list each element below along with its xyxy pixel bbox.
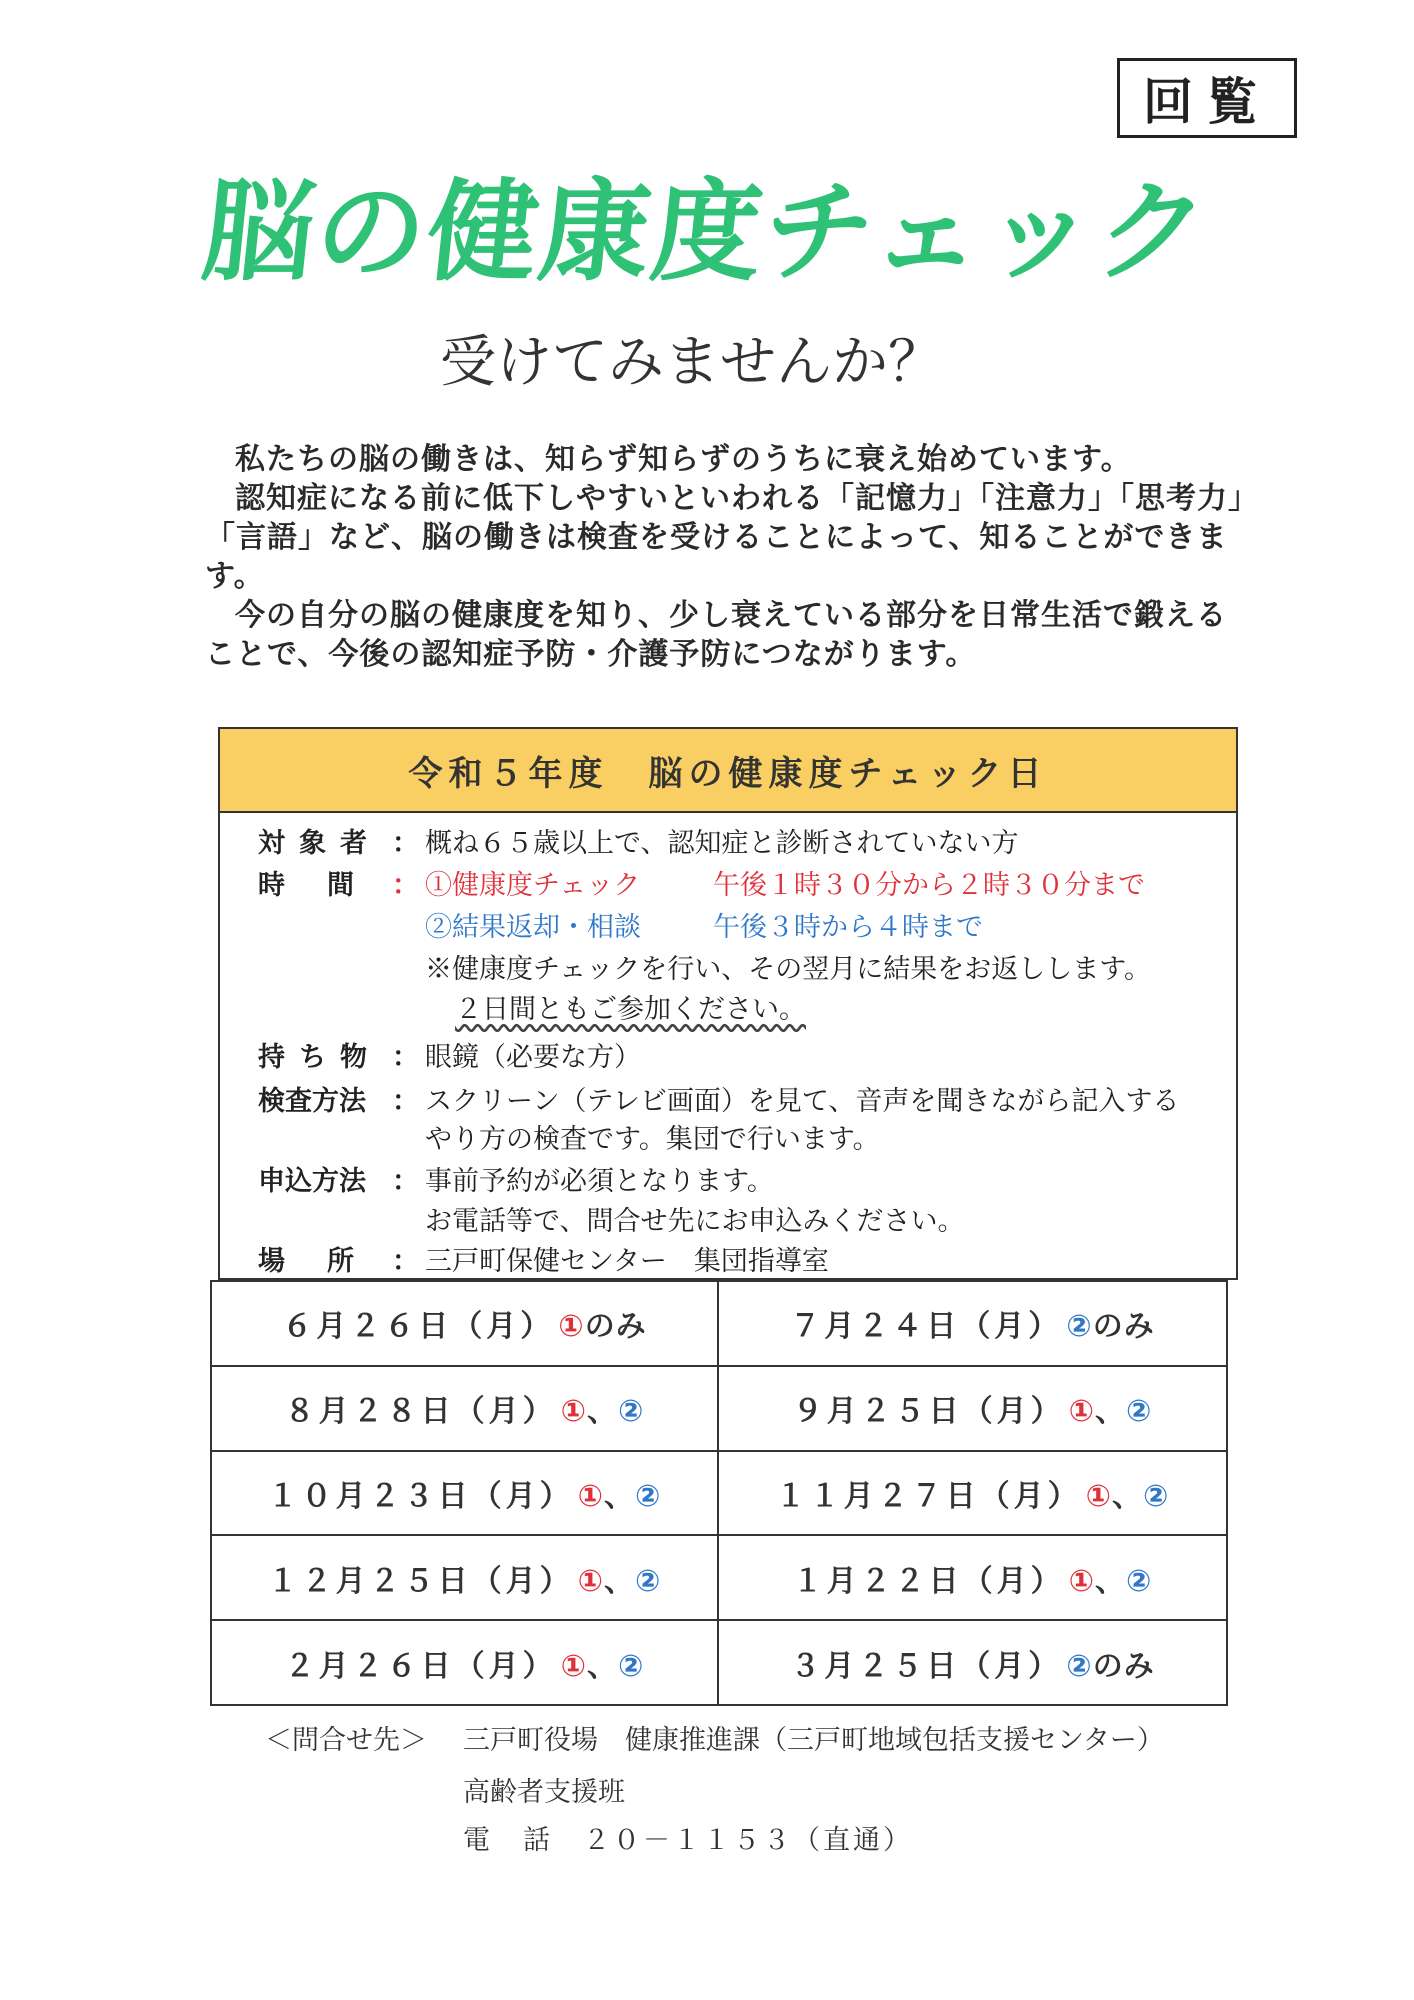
place-value: 三戸町保健センター 集団指導室	[425, 1246, 829, 1277]
schedule-cell	[719, 1450, 1226, 1535]
schedule-suffix: のみ	[584, 1309, 647, 1345]
schedule-marks	[578, 1471, 662, 1515]
place-label: 場所	[258, 1246, 396, 1277]
session-2-mark: ②	[1143, 1478, 1170, 1514]
session-1-mark: ①	[577, 1563, 604, 1599]
method-label: 検査方法	[258, 1086, 366, 1117]
schedule-marks	[1069, 1556, 1153, 1600]
apply-value-2: お電話等で、問合せ先にお申込みください。	[425, 1206, 965, 1237]
time2-value: 午後３時から４時まで	[713, 912, 983, 943]
schedule-marks	[561, 1386, 645, 1430]
schedule-date: ３月２５日（月）	[790, 1648, 1063, 1684]
schedule-cell	[212, 1534, 719, 1619]
schedule-marks	[578, 1556, 662, 1600]
schedule-date: ８月２８日（月）	[284, 1394, 557, 1430]
session-2-mark: ②	[1126, 1563, 1153, 1599]
schedule-cell	[212, 1619, 719, 1704]
schedule-date: １２月２５日（月）	[267, 1563, 574, 1599]
schedule-cell	[212, 1450, 719, 1535]
separator: 、	[1112, 1478, 1143, 1514]
colon: ：	[392, 1246, 419, 1277]
separator: 、	[587, 1648, 618, 1684]
session-2-mark: ②	[618, 1648, 645, 1684]
session-1-mark: ①	[560, 1394, 587, 1430]
target-value: 概ね６５歳以上で、認知症と診断されていない方	[425, 828, 1019, 859]
session-2-mark: ②	[1066, 1309, 1093, 1345]
schedule-date: ２月２６日（月）	[284, 1648, 557, 1684]
contact-office: 三戸町役場 健康推進課（三戸町地域包括支援センター）	[463, 1725, 1164, 1756]
schedule-date: １０月２３日（月）	[267, 1478, 574, 1514]
intro-paragraph-3: 今の自分の脳の健康度を知り、少し衰えている部分を日常生活で鍛えることで、今後の認知症予防・介護予防につながります。	[205, 598, 1227, 672]
info-box-header: 令和５年度 脳の健康度チェック日	[220, 729, 1236, 813]
circulation-badge: 回覧	[1117, 58, 1297, 138]
session-2-mark: ②	[635, 1563, 662, 1599]
schedule-date: ９月２５日（月）	[792, 1394, 1065, 1430]
separator: 、	[604, 1478, 635, 1514]
time1-name: ①健康度チェック	[425, 870, 641, 901]
apply-label: 申込方法	[258, 1166, 366, 1197]
method-value-1: スクリーン（テレビ画面）を見て、音声を聞きながら記入する	[425, 1086, 1180, 1117]
contact-team: 高齢者支援班	[463, 1777, 625, 1808]
schedule-marks	[1066, 1301, 1154, 1345]
separator: 、	[587, 1394, 618, 1430]
session-1-mark: ①	[558, 1309, 585, 1345]
session-1-mark: ①	[577, 1478, 604, 1514]
session-1-mark: ①	[1068, 1563, 1095, 1599]
schedule-table	[210, 1280, 1228, 1706]
schedule-cell	[719, 1365, 1226, 1450]
schedule-marks	[1086, 1471, 1170, 1515]
separator: 、	[1095, 1563, 1126, 1599]
page-title: 脳の健康度チェック	[197, 168, 1216, 296]
time1-value: 午後１時３０分から２時３０分まで	[713, 870, 1145, 901]
target-label: 対象者	[258, 828, 381, 859]
schedule-marks	[1066, 1641, 1154, 1685]
session-1-mark: ①	[560, 1648, 587, 1684]
info-box	[218, 727, 1238, 1280]
session-2-mark: ②	[635, 1478, 662, 1514]
schedule-cell	[212, 1280, 719, 1365]
schedule-suffix: のみ	[1092, 1648, 1155, 1684]
contact-label: ＜問合せ先＞	[265, 1725, 427, 1756]
schedule-cell	[719, 1534, 1226, 1619]
schedule-date: １１月２７日（月）	[775, 1478, 1082, 1514]
method-value-2: やり方の検査です。集団で行います。	[425, 1124, 880, 1155]
intro-paragraph-2: 認知症になる前に低下しやすいといわれる「記憶力」「注意力」「思考力」「言語」など、脳の働きは検査を受けることによって、知ることができます。	[205, 481, 1244, 594]
page-subtitle: 受けてみませんか？	[440, 330, 944, 395]
schedule-marks	[1069, 1386, 1153, 1430]
colon: ：	[392, 1086, 419, 1117]
time2-name: ②結果返却・相談	[425, 912, 641, 943]
schedule-date: ７月２４日（月）	[790, 1309, 1063, 1345]
items-value: 眼鏡（必要な方）	[425, 1042, 641, 1073]
schedule-date: ６月２６日（月）	[282, 1309, 555, 1345]
schedule-suffix: のみ	[1092, 1309, 1155, 1345]
time-note-1-text: ※健康度チェックを行い、その翌月に結果をお返しします。	[425, 954, 1152, 985]
time-label: 時間	[258, 870, 396, 901]
separator: 、	[1095, 1394, 1126, 1430]
intro-paragraph-1: 私たちの脳の働きは、知らず知らずのうちに衰え始めています。	[235, 442, 1132, 477]
colon: ：	[392, 870, 419, 901]
session-1-mark: ①	[1085, 1478, 1112, 1514]
colon: ：	[392, 1042, 419, 1073]
schedule-cell	[212, 1365, 719, 1450]
schedule-cell	[719, 1280, 1226, 1365]
session-2-mark: ②	[1126, 1394, 1153, 1430]
schedule-date: １月２２日（月）	[792, 1563, 1065, 1599]
session-2-mark: ②	[618, 1394, 645, 1430]
items-label: 持ち物	[258, 1042, 381, 1073]
colon: ：	[392, 828, 419, 859]
contact-phone: 電 話 ２０－１１５３（直通）	[463, 1825, 913, 1856]
intro-text	[205, 440, 1245, 674]
schedule-cell	[719, 1619, 1226, 1704]
info-body	[220, 813, 1236, 1277]
session-2-mark: ②	[1066, 1648, 1093, 1684]
colon: ：	[392, 1166, 419, 1197]
separator: 、	[604, 1563, 635, 1599]
session-1-mark: ①	[1068, 1394, 1095, 1430]
time-note-2-text: ２日間ともご参加ください。	[455, 994, 806, 1025]
apply-value-1: 事前予約が必須となります。	[425, 1166, 774, 1197]
schedule-marks	[558, 1301, 646, 1345]
schedule-marks	[561, 1641, 645, 1685]
